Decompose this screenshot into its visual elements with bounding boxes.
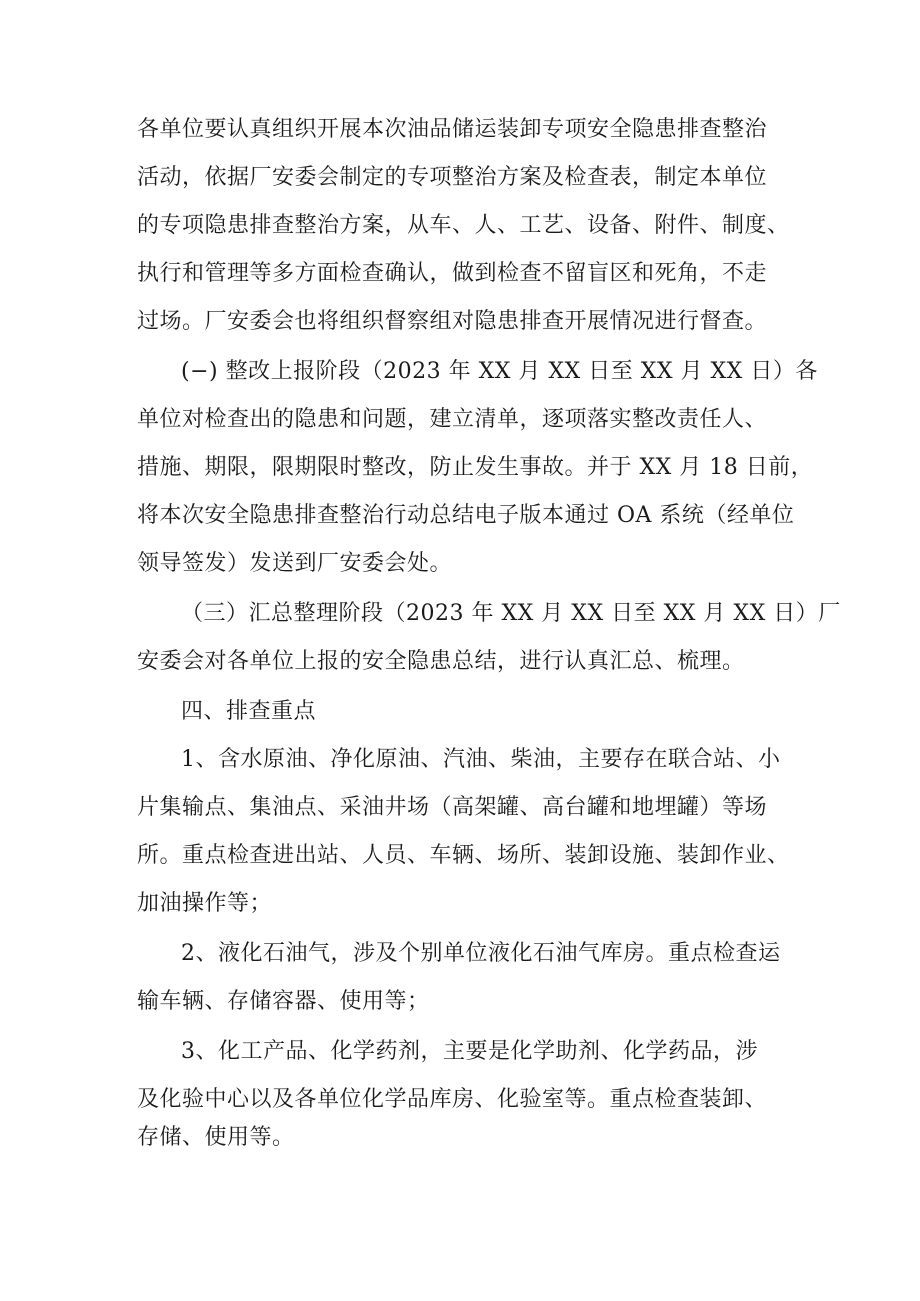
text-line: 加油操作等； [137, 891, 273, 916]
section-heading: （三）汇总整理阶段（2023 年 XX 月 XX 日至 XX 月 XX 日）厂 [181, 601, 841, 626]
list-item: 3、化工产品、化学药剂，主要是化学助剂、化学药品，涉 [181, 1039, 758, 1064]
list-item: 1、含水原油、净化原油、汽油、柴油，主要存在联合站、小 [181, 747, 781, 772]
text-line: 单位对检查出的隐患和问题，建立清单，逐项落实整改责任人、 [137, 407, 768, 432]
text-line: 片集输点、集油点、采油井场（高架罐、高台罐和地埋罐）等场 [137, 795, 768, 820]
text-line: 各单位要认真组织开展本次油品储运装卸专项安全隐患排查整治 [137, 117, 768, 142]
text-line: 的专项隐患排查整治方案，从车、人、工艺、设备、附件、制度、 [137, 213, 790, 238]
text-line: 活动，依据厂安委会制定的专项整治方案及检查表，制定本单位 [137, 165, 768, 190]
text-line: 领导签发）发送到厂安委会处。 [137, 551, 453, 576]
text-line: 存储、使用等。 [137, 1125, 295, 1150]
section-heading: 四、排查重点 [181, 699, 317, 724]
text-line: 所。重点检查进出站、人员、车辆、场所、装卸设施、装卸作业、 [137, 843, 790, 868]
text-line: 过场。厂安委会也将组织督察组对隐患排查开展情况进行督查。 [137, 309, 768, 334]
list-item: 2、液化石油气，涉及个别单位液化石油气库房。重点检查运 [181, 941, 781, 966]
text-line: 将本次安全隐患排查整治行动总结电子版本通过 OA 系统（经单位 [137, 503, 795, 528]
text-line: 执行和管理等多方面检查确认，做到检查不留盲区和死角，不走 [137, 261, 768, 286]
text-line: 及化验中心以及各单位化学品库房、化验室等。重点检查装卸、 [137, 1087, 768, 1112]
text-line: 安委会对各单位上报的安全隐患总结，进行认真汇总、梳理。 [137, 649, 745, 674]
text-line: 措施、期限，限期限时整改，防止发生事故。并于 XX 月 18 日前， [137, 455, 814, 480]
text-line: 输车辆、存储容器、使用等； [137, 989, 430, 1014]
section-heading: (−) 整改上报阶段（2023 年 XX 月 XX 日至 XX 月 XX 日）各 [181, 359, 818, 384]
